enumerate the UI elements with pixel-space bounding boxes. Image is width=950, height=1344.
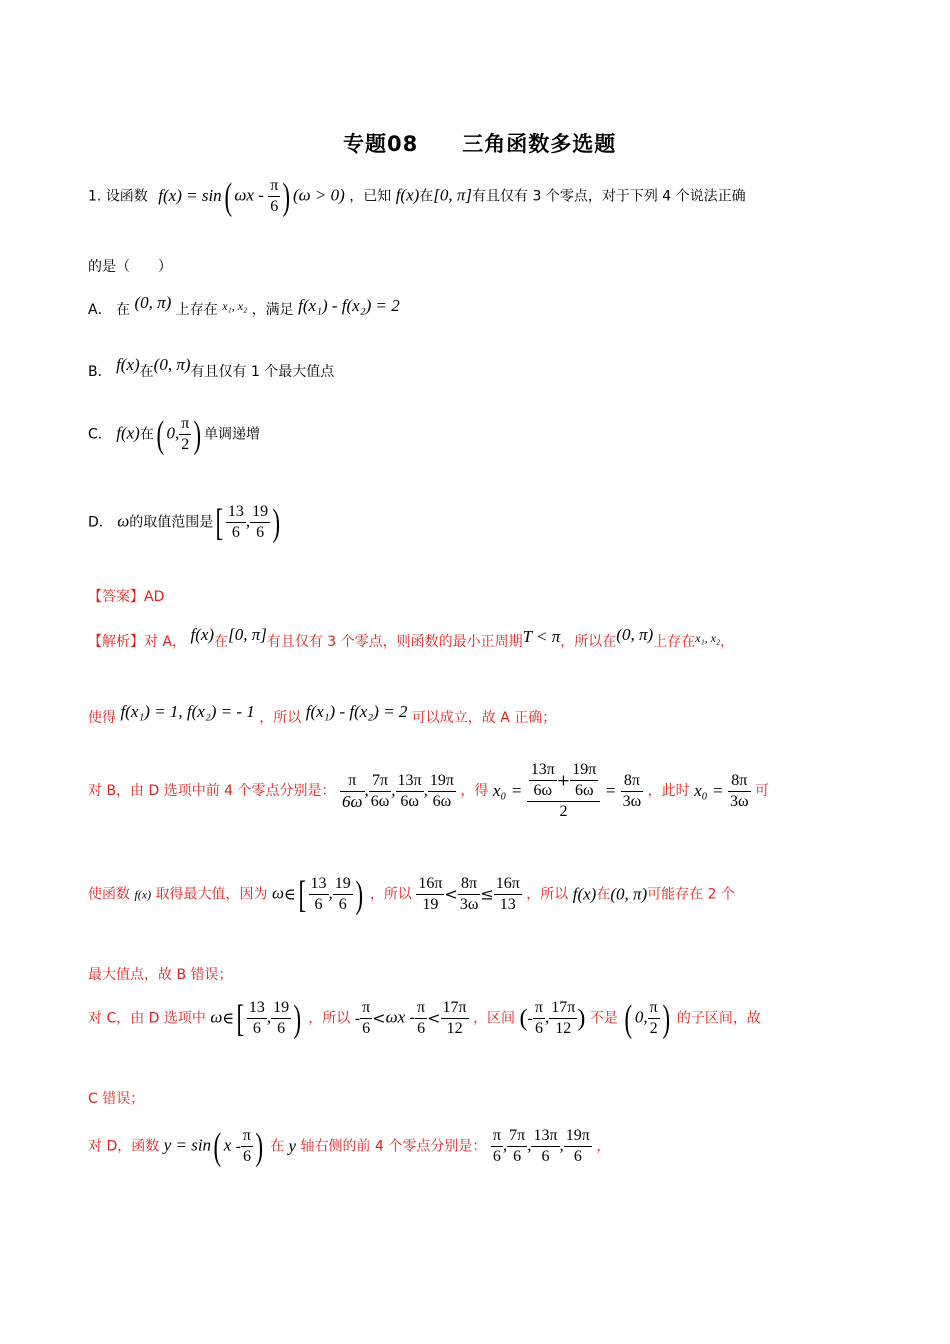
zeros-list: $\frac{\pi}{6\omega}$ , $\frac{7\pi}{6\omega}$ , $\frac{13\pi}{6\omega}$ , $\frac{19\pi}{6\omega}$ xyxy=(342,771,454,811)
question-line-2: 的是（ ） xyxy=(88,259,172,275)
omega-x-term: ωx - xyxy=(234,185,264,205)
analysis-a-line-2: 使得 f(x₁) = 1, f(x₂) = - 1 ，所以 f(x₁) - f(x₂) = 2 可以成立，故 A 正确； xyxy=(88,702,557,726)
sine-function: y = sin( x - $\frac{\pi}{6}$ ) xyxy=(163,1125,264,1168)
paren-left: ( xyxy=(224,175,232,218)
function-definition: f(x) = sin xyxy=(158,185,222,205)
period-inequality: T < π xyxy=(522,627,561,646)
zeros-statement: 有且仅有 3 个零点，对于下列 4 个说法正确 xyxy=(472,188,746,205)
answer-tag: 【答案】 xyxy=(88,589,144,605)
omega-range: ω∈[ $\frac{13}{6}$ , $\frac{19}{6}$ ) xyxy=(272,873,363,916)
omega-condition: (ω > 0) xyxy=(292,185,345,205)
option-a: A． 在 (0, π) 上存在 x₁, x₂ ，满足 f(x₁) - f(x₂) = 2 xyxy=(88,293,400,318)
question-known: ，已知 xyxy=(349,188,392,205)
fraction-pi-6: $\frac{\pi}{6}$ xyxy=(270,177,279,215)
fx-symbol: f(x) xyxy=(395,185,420,205)
analysis-a-line: 【解析】对 A， f(x)在[0, π]有且仅有 3 个零点，则函数的最小正周期T < π，所以在(0, π)上存在x₁, x₂， xyxy=(88,625,735,650)
open-interval: (0, π) xyxy=(134,293,172,312)
option-d: D． ω的取值范围是[ $\frac{13}{6}$ , $\frac{19}{6}$ ) xyxy=(88,501,281,544)
option-a-expression: f(x₁) - f(x₂) = 2 xyxy=(298,296,400,315)
answer-value: AD xyxy=(144,589,165,605)
analysis-tag: 【解析】 xyxy=(88,634,144,650)
analysis-b-line-2: 使函数 f(x) 取得最大值，因为 ω∈[ $\frac{13}{6}$ , $\frac{19}{6}$ ) ，所以 $\frac{16\pi}{19}$ < $\frac{8\pi}{3\omega}$ ≤ $\frac{16\pi}{13}$ ，所以 f(x)在(0, π)可能存在 2 个 xyxy=(88,873,735,916)
option-b: B． f(x)在(0, π)有且仅有 1 个最大值点 xyxy=(88,355,335,380)
option-b-label: B． xyxy=(88,364,112,380)
analysis-d-line: 对 D，函数 y = sin( x - $\frac{\pi}{6}$ ) 在 y 轴右侧的前 4 个零点分别是： $\frac{\pi}{6}$ , $\frac{7\pi}{6}$ , $\frac{13\pi}{6}$ , $\frac{19\pi}{6}$ ， xyxy=(88,1125,611,1168)
interval-c: (- $\frac{\pi}{6}$ , $\frac{17\pi}{12}$ ) xyxy=(519,999,586,1037)
sine-zeros-list: $\frac{\pi}{6}$ , $\frac{7\pi}{6}$ , $\frac{13\pi}{6}$ , $\frac{19\pi}{6}$ xyxy=(492,1127,590,1165)
page-title: 专题08 三角函数多选题 xyxy=(343,132,617,156)
question-number: 1. xyxy=(88,188,102,205)
option-a-label: A． xyxy=(88,302,112,318)
x0-average-fraction: $\frac{13\pi}{6\omega}$ + $\frac{19\pi}{6\omega}$ 2 xyxy=(527,760,601,822)
answer-line xyxy=(88,588,164,606)
bound-inequality: $\frac{16\pi}{19}$ < $\frac{8\pi}{3\omega}$ ≤ $\frac{16\pi}{13}$ xyxy=(418,875,520,913)
option-d-label: D． xyxy=(88,514,113,531)
analysis-b-line-3: 最大值点，故 B 错误； xyxy=(88,967,233,983)
closed-interval: [0, π] xyxy=(433,185,473,205)
phase-inequality: - $\frac{\pi}{6}$ <ωx - $\frac{\pi}{6}$ < $\frac{17\pi}{12}$ xyxy=(354,999,467,1037)
question-lead: 设函数 xyxy=(105,188,148,205)
x1-x2: x₁, x₂ xyxy=(222,299,248,313)
analysis-b-line: 对 B，由 D 选项中前 4 个零点分别是： $\frac{\pi}{6\omega}$ , $\frac{7\pi}{6\omega}$ , $\frac{13\pi}{6\omega}$ , $\frac{19\pi}{6\omega}$ ，得 x₀ = $\frac{13\pi}{6\omega}$ + $\frac{19\pi}{6\omega}$ 2 = $\frac{8\pi}{3\omega}$ ，此时 x₀ = $\frac{8\pi}{3\omega}$ 可 xyxy=(88,761,769,820)
analysis-c-line: 对 C，由 D 选项中 ω∈[ $\frac{13}{6}$ , $\frac{19}{6}$ ) ，所以 - $\frac{\pi}{6}$ <ωx - $\frac{\pi}{6}$ < $\frac{17\pi}{12}$ ，区间 (- $\frac{\pi}{6}$ , $\frac{17\pi}{12}$ ) 不是 ( 0, $\frac{\pi}{2}$ ) 的子区间，故 xyxy=(88,997,761,1040)
paren-right: ) xyxy=(282,175,291,218)
analysis-c-line-2: C 错误； xyxy=(88,1091,145,1107)
option-c: C． f(x)在( 0, $\frac{\pi}{2}$ ) 单调递增 xyxy=(88,413,260,456)
fraction-pi-2: $\frac{\pi}{2}$ xyxy=(181,415,190,453)
option-c-label: C． xyxy=(88,426,112,443)
question-line-1: 1. 设函数 f(x) = sin( ωx - $\frac{\pi}{6}$ ) (ω > 0) ，已知 f(x)在[0, π]有且仅有 3 个零点，对于下列 4 个说法正确 xyxy=(88,175,746,218)
